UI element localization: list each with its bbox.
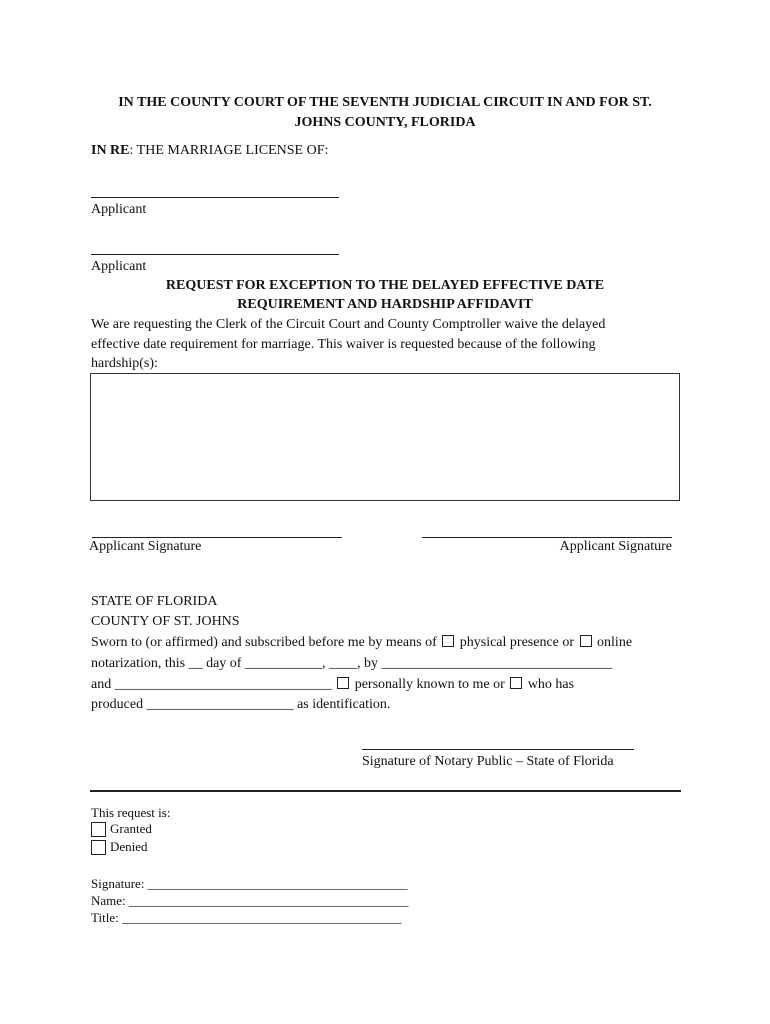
notary-county: COUNTY OF ST. JOHNS <box>91 614 240 629</box>
office-signature-field[interactable]: Signature: ________________________________________ <box>91 876 408 891</box>
applicant-signature-left-line[interactable] <box>92 537 342 538</box>
in-re-line <box>91 143 328 159</box>
notary-line2[interactable]: notarization, this __ day of ___________, ____, by _________________________________ <box>91 656 613 671</box>
section-divider <box>90 790 681 792</box>
request-body-line2: effective date requirement for marriage. This waiver is requested because of the following <box>91 337 596 352</box>
notary-line4[interactable]: produced _____________________ as identification. <box>91 697 391 712</box>
office-title-field[interactable]: Title: ___________________________________________ <box>91 910 402 925</box>
notary-line1 <box>91 635 632 651</box>
online-label: online <box>597 635 633 650</box>
granted-label: Granted <box>110 821 152 836</box>
denied-label: Denied <box>110 839 148 854</box>
produced-id-label: who has <box>527 677 575 692</box>
notary-line1-text: Sworn to (or affirmed) and subscribed before me by means of <box>91 635 437 650</box>
request-status-label: This request is: <box>91 805 171 820</box>
applicant-1-label: Applicant <box>91 202 147 217</box>
online-checkbox[interactable] <box>580 635 592 647</box>
produced-id-checkbox[interactable] <box>510 677 522 689</box>
applicant-signature-left-label: Applicant Signature <box>89 539 202 554</box>
personally-known-label: personally known to me or <box>354 677 505 692</box>
hardship-textbox[interactable] <box>90 373 680 501</box>
applicant-1-line[interactable] <box>91 197 339 198</box>
personally-known-checkbox[interactable] <box>337 677 349 689</box>
notary-line3 <box>91 677 574 693</box>
request-body-line3: hardship(s): <box>91 356 158 371</box>
request-title-line1: REQUEST FOR EXCEPTION TO THE DELAYED EFFECTIVE DATE <box>165 278 605 293</box>
applicant-signature-right-label: Applicant Signature <box>559 539 672 554</box>
notary-signature-line[interactable] <box>362 749 634 750</box>
court-heading-line1: IN THE COUNTY COURT OF THE SEVENTH JUDICIAL CIRCUIT IN AND FOR ST. <box>118 95 652 110</box>
in-re-text: : THE MARRIAGE LICENSE OF: <box>129 143 329 158</box>
request-title-line2: REQUIREMENT AND HARDSHIP AFFIDAVIT <box>237 297 533 312</box>
in-re-label: IN RE <box>91 143 130 158</box>
denied-checkbox[interactable] <box>91 840 106 855</box>
applicant-2-label: Applicant <box>91 259 147 274</box>
notary-line3-text[interactable]: and _______________________________ <box>91 677 332 692</box>
physical-presence-label: physical presence or <box>459 635 575 650</box>
applicant-2-line[interactable] <box>91 254 339 255</box>
granted-checkbox[interactable] <box>91 822 106 837</box>
notary-state: STATE OF FLORIDA <box>91 594 218 609</box>
physical-presence-checkbox[interactable] <box>442 635 454 647</box>
notary-signature-label: Signature of Notary Public – State of Florida <box>362 754 614 769</box>
office-name-field[interactable]: Name: ___________________________________________ <box>91 893 409 908</box>
applicant-signature-right-line[interactable] <box>422 537 672 538</box>
request-body-line1: We are requesting the Clerk of the Circuit Court and County Comptroller waive the delayed <box>91 317 606 332</box>
court-heading-line2: JOHNS COUNTY, FLORIDA <box>294 115 476 130</box>
